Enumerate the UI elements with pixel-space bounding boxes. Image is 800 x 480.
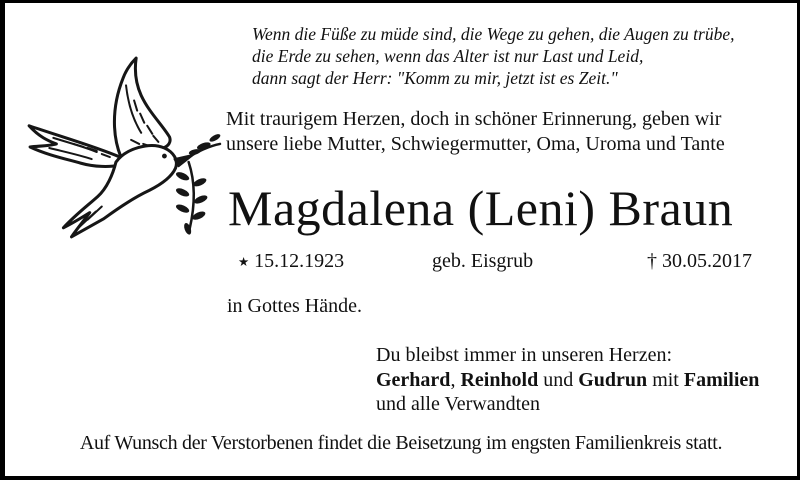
death-cross-icon: † [647,250,657,272]
poem-line: Wenn die Füße zu müde sind, die Wege zu gehen, die Augen zu trübe, [252,24,735,44]
farewell-line: und alle Verwandten [376,393,541,415]
death-date-value: 30.05.2017 [662,250,752,272]
poem-line: dann sagt der Herr: "Komm zu mir, jetzt ist es Zeit." [252,68,618,88]
dove-eye [162,154,167,159]
deceased-name: Magdalena (Leni) Braun [228,180,734,236]
maiden-name: geb. Eisgrub [432,250,534,272]
intro-line: Mit traurigem Herzen, doch in schöner Erinnerung, geben wir [226,108,722,130]
separator: und [538,368,579,391]
mourner-name: Familien [683,368,760,391]
birth-date [238,249,344,274]
mourners-line [376,368,796,393]
opening-poem [252,23,772,89]
poem-line: die Erde zu sehen, wenn das Alter ist nur Last und Leid, [252,46,644,66]
separator: , [450,368,461,391]
birth-date-value: 15.12.1923 [254,250,345,272]
death-date [647,249,752,273]
mourner-name: Reinhold [460,368,539,391]
committal-text: in Gottes Hände. [227,295,362,317]
separator: mit [647,368,684,391]
birth-star-icon: ★ [238,254,250,269]
farewell-line: Du bleibst immer in unseren Herzen: [376,344,673,366]
dove-olive-branch-icon [21,55,223,247]
intro-text [226,107,766,157]
intro-line: unsere liebe Mutter, Schwiegermutter, Oma, Uroma und Tante [226,133,725,155]
mourner-name: Gerhard [376,368,451,391]
mourner-name: Gudrun [578,368,648,391]
farewell-block [376,343,796,417]
burial-notice: Auf Wunsch der Verstorbenen findet die Beisetzung im engsten Familienkreis statt. [79,432,723,454]
